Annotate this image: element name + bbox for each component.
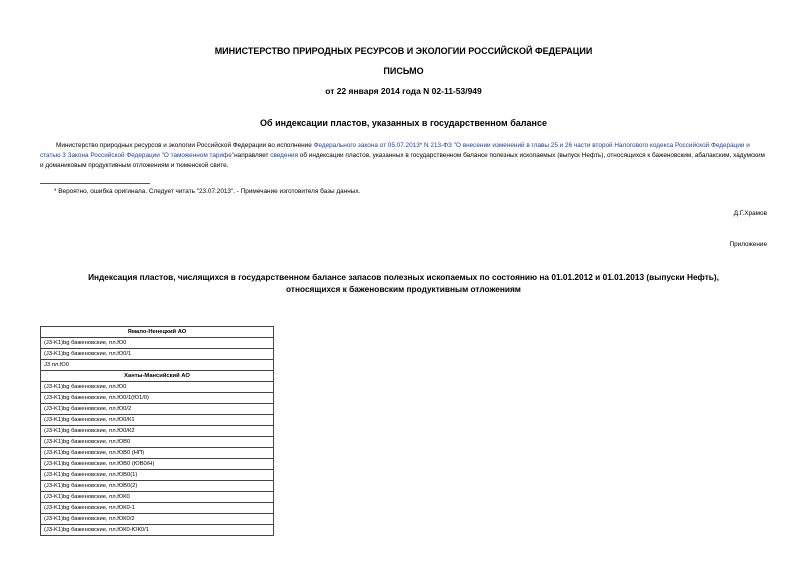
formation-cell: (J3-K1)bg баженовские, пл.ЮВ0 [41,437,274,448]
body-paragraph [40,141,768,171]
formation-cell: (J3-K1)bg баженовские, пл.ЮВ0(1) [41,470,274,481]
formation-cell: (J3-K1)bg баженовские, пл.ЮК0-ЮК0/1 [41,525,274,536]
table-row [41,338,274,349]
body-text-end: об индексации пластов, указанных в государственном балансе полезных ископаемых (выпуск Нефть), относящихся к баженовским, абалакским, хадумским и доманиковым продуктивным отложениям и тюменской свите. [40,152,765,169]
appendix-title-line1: Индексация пластов, числящихся в государственном балансе запасов полезных ископаемых по состоянию на 01.01.2012 и 01.01.2013 (выпуски Нефть), [88,272,719,282]
formation-cell: (J3-K1)bg баженовские, пл.ЮВ0 (НП) [41,448,274,459]
letter-subject: Об индексации пластов, указанных в государственном балансе [260,118,547,128]
table-row [41,481,274,492]
table-row [41,349,274,360]
table-row [41,459,274,470]
footnote-divider [40,183,150,184]
formation-cell: (J3-K1)bg баженовские, пл.ЮК0/2 [41,514,274,525]
table-row [41,492,274,503]
signature: Д.Г.Храмов [733,210,767,217]
group-header-row [41,327,274,338]
table-row [41,382,274,393]
group-header-row [41,371,274,382]
formation-cell: (J3-K1)bg баженовские, пл.ЮВ0 (ЮВ0/Н) [41,459,274,470]
appendix-label: Приложение [729,241,767,248]
table-row [41,470,274,481]
info-link[interactable]: сведения [270,152,299,159]
federal-law-link[interactable]: Федерального закона от 05.07.2013* N 213-ФЗ "О внесении изменений в главы 25 и 26 части второй Налогового кодекса Российской Федерации и статью 3 Закона Российской Федерации "О таможенном тарифе" [40,142,750,159]
table-row [41,415,274,426]
formation-cell: (J3-K1)bg баженовские, пл.ЮВ0(2) [41,481,274,492]
date-number: от 22 января 2014 года N 02-11-53/949 [325,86,482,96]
formation-cell: (J3-K1)bg баженовские, пл.ЮК0 [41,492,274,503]
formations-table [40,326,274,536]
body-text-start: Министерство природных ресурсов и экологии Российской Федерации во исполнение [56,142,314,149]
table-row [41,360,274,371]
formation-cell: (J3-K1)bg баженовские, пл.Ю0 [41,338,274,349]
body-text-mid: направляет [234,152,271,159]
formation-cell: (J3-K1)bg баженовские, пл.Ю0/2 [41,404,274,415]
table-row [41,514,274,525]
table-row [41,437,274,448]
ministry-title: МИНИСТЕРСТВО ПРИРОДНЫХ РЕСУРСОВ И ЭКОЛОГИИ РОССИЙСКОЙ ФЕДЕРАЦИИ [214,46,593,56]
table-row [41,404,274,415]
formation-cell: (J3-K1)bg баженовские, пл.Ю0/1(Ю1/0) [41,393,274,404]
formation-cell: (J3-K1)bg баженовские, пл.Ю0/К2 [41,426,274,437]
region-name: Ямало-Ненецкий АО [41,327,274,338]
footnote: * Вероятно, ошибка оригинала. Следует читать "23.07.2013". - Примечание изготовителя базы данных. [54,188,361,195]
formation-cell: (J3-K1)bg баженовские, пл.Ю0/К1 [41,415,274,426]
doc-type: ПИСЬМО [383,66,424,76]
table-row [41,426,274,437]
formation-cell: J3 пл.Ю0 [41,360,274,371]
formation-cell: (J3-K1)bg баженовские, пл.Ю0 [41,382,274,393]
table-row [41,525,274,536]
table-row [41,503,274,514]
formation-cell: (J3-K1)bg баженовские, пл.ЮК0-1 [41,503,274,514]
formation-cell: (J3-K1)bg баженовские, пл.Ю0/1 [41,349,274,360]
table-row [41,448,274,459]
appendix-title-line2: относящихся к баженовским продуктивным отложениям [286,284,521,294]
region-name: Ханты-Мансийский АО [41,371,274,382]
table-row [41,393,274,404]
